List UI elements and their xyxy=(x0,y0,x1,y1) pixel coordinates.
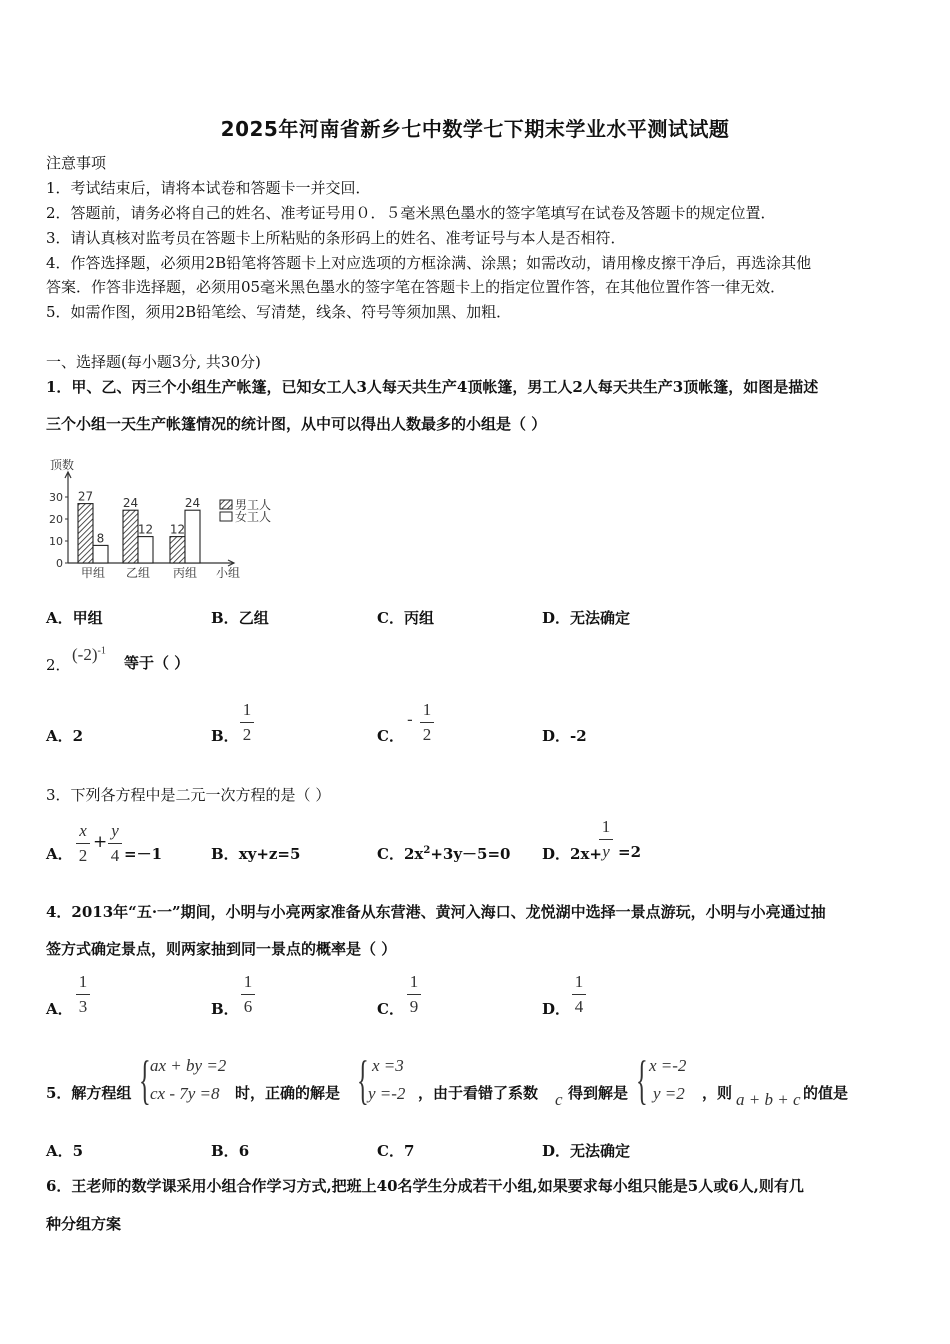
q4-line1: 4．2013年“五·一”期间，小明与小亮两家准备从东营港、黄河入海口、龙悦湖中选择一景点游玩，小明与小亮通过抽 xyxy=(46,903,826,921)
q4-option-c[interactable]: C． xyxy=(377,1000,404,1018)
q2-option-d[interactable]: D．-2 xyxy=(542,727,587,745)
q4-option-a[interactable]: A． xyxy=(46,1000,73,1018)
q5-system1-eq1: ax + by =2 xyxy=(150,1056,227,1075)
q5-coefficient-c: c xyxy=(555,1090,563,1109)
q3-text: 3．下列各方程中是二元一次方程的是（ ） xyxy=(46,786,331,804)
q2-number: 2． xyxy=(46,656,71,674)
q1-line2: 三个小组一天生产帐篷情况的统计图，从中可以得出人数最多的小组是（ ） xyxy=(46,415,547,433)
q5-pre: 5．解方程组 xyxy=(46,1084,132,1102)
q2-text: 等于（ ） xyxy=(124,654,190,672)
legend-label: 女工人 xyxy=(235,510,272,524)
notice-item: 1．考试结束后，请将本试卷和答题卡一并交回． xyxy=(46,179,371,197)
legend-swatch xyxy=(220,512,232,521)
page-title: 2025年河南省新乡七中数学七下期末学业水平测试试题 xyxy=(220,117,730,141)
q3-option-d[interactable]: D．2x+ xyxy=(542,845,602,863)
y-tick-label: 0 xyxy=(56,557,63,570)
bar-male xyxy=(123,510,138,563)
notice-item: 5．如需作图，须用2B铅笔绘、写清楚，线条、符号等须加黑、加粗． xyxy=(46,303,512,321)
q5-system3-brace: { xyxy=(636,1050,648,1110)
bar-value-label: 12 xyxy=(169,522,186,537)
q1-option-a[interactable]: A．甲组 xyxy=(46,609,103,627)
q1-option-d[interactable]: D．无法确定 xyxy=(542,609,631,627)
bar-value-label: 12 xyxy=(137,522,154,537)
q5-system1-eq2: cx - 7y =8 xyxy=(150,1084,220,1103)
legend-label: 男工人 xyxy=(235,498,272,512)
q4-option-b[interactable]: B． xyxy=(211,1000,239,1018)
q5-system1-brace: { xyxy=(139,1050,151,1110)
q4-line2: 签方式确定景点，则两家抽到同一景点的概率是（ ） xyxy=(46,940,397,958)
bar-value-label: 24 xyxy=(184,496,201,511)
bar-male xyxy=(170,537,185,563)
q2-option-b-fraction: 1 2 xyxy=(240,700,254,745)
q4-option-a-fraction: 1 3 xyxy=(76,972,90,1017)
q5-expression: a + b + c xyxy=(736,1090,801,1109)
q3-option-a[interactable]: A． xyxy=(46,845,73,863)
q4-option-d[interactable]: D． xyxy=(542,1000,571,1018)
q5-mid4: ，则 xyxy=(702,1084,733,1102)
notice-item: 3．请认真核对监考员在答题卡上所粘贴的条形码上的姓名、准考证号与本人是否相符． xyxy=(46,229,626,247)
notice-item: 答案．作答非选择题，必须用05毫米黑色墨水的签字笔在答题卡上的指定位置作答，在其他位置作答一律无效． xyxy=(46,278,786,296)
q1-option-b[interactable]: B．乙组 xyxy=(211,609,269,627)
q2-option-c[interactable]: C． xyxy=(377,727,404,745)
q2-option-a[interactable]: A．2 xyxy=(46,727,84,745)
q3-option-d-post: =2 xyxy=(618,843,642,861)
notice-item: 2．答题前，请务必将自己的姓名、准考证号用０．５毫米黑色墨水的签字笔填写在试卷及答题卡的规定位置． xyxy=(46,204,776,222)
q2-option-c-sign: - xyxy=(407,710,413,730)
x-axis-label: 小组 xyxy=(216,566,241,580)
q3-option-a-fraction-1: x 2 xyxy=(76,821,90,866)
x-tick-label: 丙组 xyxy=(172,566,198,580)
x-tick-label: 甲组 xyxy=(80,566,106,580)
bar-female xyxy=(138,537,153,563)
q2-option-b[interactable]: B． xyxy=(211,727,239,745)
q6-line2: 种分组方案 xyxy=(46,1215,122,1233)
bar-female xyxy=(93,545,108,563)
q5-option-a[interactable]: A．5 xyxy=(46,1142,84,1160)
bar-chart xyxy=(44,454,294,584)
q4-option-d-fraction: 1 4 xyxy=(572,972,586,1017)
q5-system2-brace: { xyxy=(357,1050,369,1110)
bar-female xyxy=(185,510,200,563)
q5-mid3: 得到解是 xyxy=(568,1084,629,1102)
bar-value-label: 8 xyxy=(96,531,105,546)
q3-option-a-rest: =－1 xyxy=(124,845,163,863)
q5-system2-eq2: y =-2 xyxy=(368,1084,406,1103)
q4-option-b-fraction: 1 6 xyxy=(241,972,255,1017)
q3-option-c[interactable]: C．$2x^2+3y-5=0$ xyxy=(377,845,511,863)
y-axis-label: 顶数 xyxy=(50,458,75,472)
q5-mid1: 时，正确的解是 xyxy=(235,1084,341,1102)
q5-option-b[interactable]: B．6 xyxy=(211,1142,250,1160)
q2-option-c-fraction: 1 2 xyxy=(420,700,434,745)
bar-value-label: 24 xyxy=(122,496,139,511)
notice-heading: 注意事项 xyxy=(46,154,107,172)
q3-option-d-fraction: 1 y xyxy=(599,817,613,862)
q3-option-b[interactable]: B．xy+z=5 xyxy=(211,845,301,863)
bar-male xyxy=(78,504,93,563)
notice-item: 4．作答选择题，必须用2B铅笔将答题卡上对应选项的方框涂满、涂黑；如需改动，请用橡皮擦干净后，再选涂其他 xyxy=(46,254,812,272)
section-heading: 一、选择题(每小题3分, 共30分) xyxy=(46,353,261,371)
q5-post: 的值是 xyxy=(803,1084,849,1102)
q2-expression: $(-2)^{-1}$ xyxy=(72,645,106,664)
x-tick-label: 乙组 xyxy=(125,566,151,580)
q3-option-a-fraction-2: y 4 xyxy=(108,821,122,866)
q5-option-d[interactable]: D．无法确定 xyxy=(542,1142,631,1160)
q5-system3-eq2: y =2 xyxy=(653,1084,685,1103)
q1-line1: 1．甲、乙、丙三个小组生产帐篷，已知女工人3人每天共生产4顶帐篷，男工人2人每天共生产3顶帐篷，如图是描述 xyxy=(46,378,819,396)
q3-option-a-plus: + xyxy=(93,832,108,852)
q1-option-c[interactable]: C．丙组 xyxy=(377,609,434,627)
legend-swatch xyxy=(220,500,232,509)
y-tick-label: 20 xyxy=(49,513,63,526)
bar-value-label: 27 xyxy=(77,489,94,504)
q5-system2-eq1: x =3 xyxy=(372,1056,404,1075)
q5-option-c[interactable]: C．7 xyxy=(377,1142,415,1160)
q5-mid2: ，由于看错了系数 xyxy=(418,1084,539,1102)
y-tick-label: 10 xyxy=(49,535,63,548)
q6-line1: 6．王老师的数学课采用小组合作学习方式,把班上40名学生分成若干小组,如果要求每小组只能是5人或6人,则有几 xyxy=(46,1177,804,1195)
y-tick-label: 30 xyxy=(49,491,63,504)
q4-option-c-fraction: 1 9 xyxy=(407,972,421,1017)
q5-system3-eq1: x =-2 xyxy=(649,1056,687,1075)
